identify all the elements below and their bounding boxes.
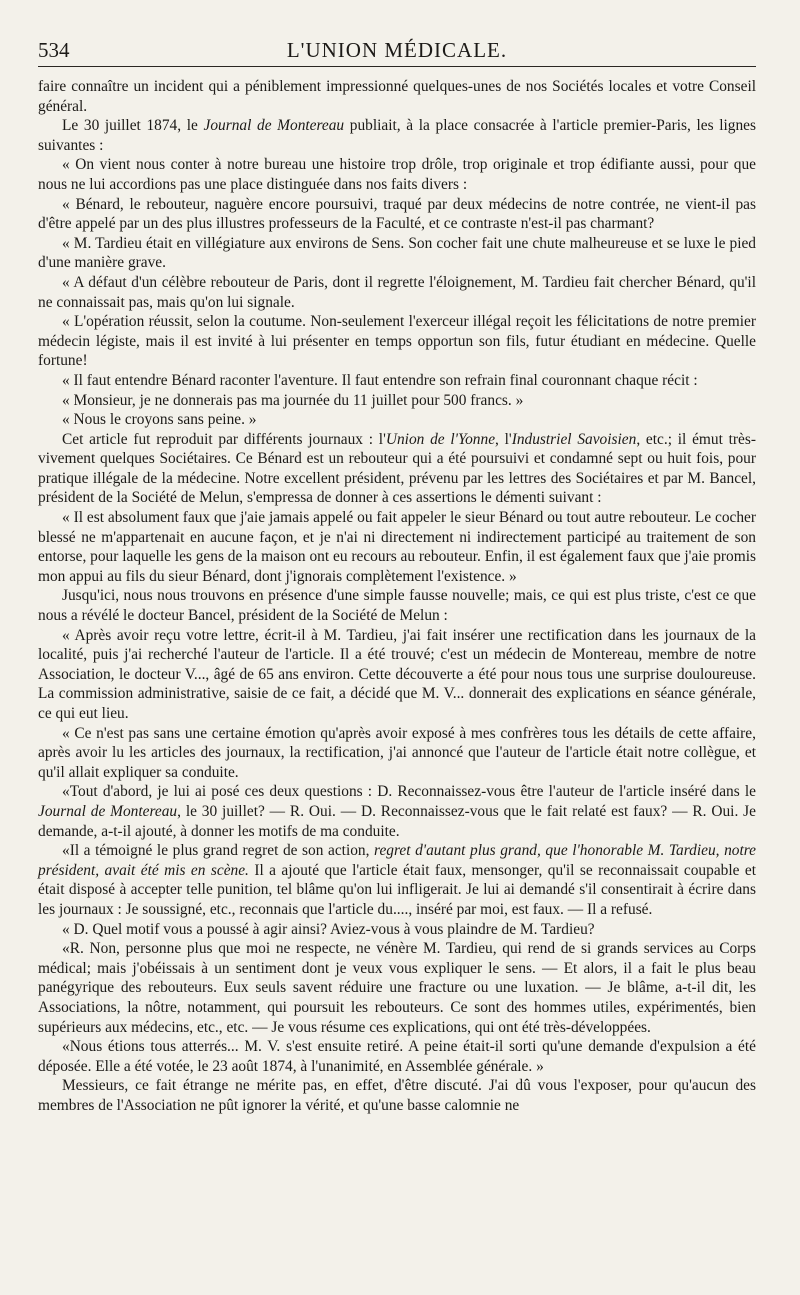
paragraph [38,155,756,194]
paragraph-text: « M. Tardieu était en villégiature aux environs de Sens. Son cocher fait une chute malheureuse et se luxe le pied d'une manière grave. [38,234,756,272]
paragraph [38,371,756,391]
paragraph [38,586,756,625]
paragraph [38,724,756,783]
paragraph [38,920,756,940]
paragraph-text: « Après avoir reçu votre lettre, écrit-il à M. Tardieu, j'ai fait insérer une rectification dans les journaux de la localité, puis j'ai recherché l'auteur de l'article. Il a été trouvé; c'est un médecin de Montereau, membre de notre Association, le docteur V..., âgé de 65 ans environ. Cette découverte a été pour nous tous une surprise douloureuse. La commission administrative, saisie de ce fait, a décidé que M. V... donnerait des explications en séance générale, ce qui eut lieu. [38,626,756,722]
paragraph-text: «Tout d'abord, je lui ai posé ces deux questions : D. Reconnaissez-vous être l'auteur de l'article inséré dans le [62,783,756,801]
paragraph-text: « Nous le croyons sans peine. » [62,411,257,429]
paragraph-text: Messieurs, ce fait étrange ne mérite pas, en effet, d'être discuté. J'ai dû vous l'exposer, pour qu'aucun des membres de l'Association ne pût ignorer la vérité, et qu'une basse calomnie ne [38,1077,756,1114]
paragraph-text: «Il a témoigné le plus grand regret de son action, [62,842,375,860]
paragraph [38,77,756,116]
paragraph [38,391,756,411]
paragraph-text: , l' [495,430,512,448]
page-number: 534 [38,38,70,62]
paragraph-text: « Monsieur, je ne donnerais pas ma journée du 11 juillet pour 500 francs. » [62,391,524,409]
paragraph-text: « Il est absolument faux que j'aie jamais appelé ou fait appeler le sieur Bénard ou tout autre rebouteur. Le cocher blessé ne m'appartenait en aucune façon, et je n'ai ni directement ni indirectement participé au traitement de son entorse, pour laquelle les gens de la maison ont eu recours au rebouteur. Enfin, il est également faux que j'aie promis mon appui au fils du sieur Bénard, dont j'ignorais complètement l'existence. » [38,509,756,585]
paragraph-text: « A défaut d'un célèbre rebouteur de Paris, dont il regrette l'éloignement, M. Tardieu fait chercher Bénard, qu'il ne connaissait pas, mais qu'on lui signale. [38,273,756,311]
paragraph-text: Cet article fut reproduit par différents journaux : l' [62,430,386,448]
article-body [38,77,756,1115]
paragraph-text: «R. Non, personne plus que moi ne respecte, ne vénère M. Tardieu, qui rend de si grands services au Corps médical; mais j'obéissais à un sentiment dont je veux vous expliquer le sens. — Et alors, il a fait le plus beau panégyrique des rebouteurs. Eux seuls savent réduire une fracture ou une luxation. — Je blâme, a-t-il dit, les Associations, la nôtre, notamment, qui poursuit les rebouteurs. Ce sont des hommes utiles, expérimentés, bien supérieurs aux médecins, etc., etc. — Je vous résume ces explications, qui ont été très-développées. [38,940,756,1036]
italic-text: Journal de Montereau [38,802,178,820]
paragraph-text: Jusqu'ici, nous nous trouvons en présence d'une simple fausse nouvelle; mais, ce qui est plus triste, c'est ce que nous a révélé le docteur Bancel, président de la Société de Melun : [38,587,756,625]
paragraph-text: , le 30 juillet? — R. Oui. — D. Reconnaissez-vous que le fait relaté est faux? — R. Oui. Je demande, a-t-il ajouté, à donner les motifs de ma conduite. [38,802,757,840]
italic-text: Industriel Savoisien [511,430,637,448]
paragraph [38,626,756,724]
paragraph [38,234,756,273]
paragraph [38,195,756,234]
paragraph [38,410,756,430]
italic-text: Union de l'Yonne [385,430,496,448]
paragraph [38,1076,756,1115]
italic-text: regret d'autant plus grand, que l'honorable M. Tardieu, notre président, avait été mis en scène. [38,842,756,879]
paragraph [38,1037,756,1076]
paragraph-text: Il a ajouté que l'article était faux, mensonger, qu'il se reconnaissait coupable et était disposé à accepter telle punition, tel blâme qu'on lui infligerait. Je lui ai demandé s'il consentirait à écrire dans les journaux : Je soussigné, etc., reconnais que l'article du...., inséré par moi, est faux. — Il a refusé. [38,861,756,918]
paragraph [38,273,756,312]
paragraph-text: « L'opération réussit, selon la coutume. Non-seulement l'exerceur illégal reçoit les félicitations de notre premier médecin légiste, mais il est invité à lui présenter en temps opportun son fils, futur étudiant en médecine. Quelle fortune! [38,313,756,370]
paragraph [38,430,756,508]
paragraph [38,841,756,919]
paragraph [38,508,756,586]
italic-text: Journal de Montereau [203,117,345,135]
paragraph-text: , etc.; il émut très-vivement quelques Sociétaires. Ce Bénard est un rebouteur qui a été poursuivi et condamné sept ou huit fois, pour pratique illégale de la médecine. Notre excellent président, prévenu par les lettres des Sociétaires et par M. Bancel, président de la Société de Melun, s'empressa de donner à ces assertions le démenti suivant : [38,430,756,507]
paragraph-text: « Bénard, le rebouteur, naguère encore poursuivi, traqué par deux médecins de notre contrée, ne vient-il pas d'être appelé par un des plus illustres professeurs de la Faculté, et ce contraste n'est-il pas charmant? [38,195,756,233]
paragraph [38,939,756,1037]
paragraph-text: « Il faut entendre Bénard raconter l'aventure. Il faut entendre son refrain final couronnant chaque récit : [62,371,698,389]
paragraph-text: faire connaître un incident qui a péniblement impressionné quelques-unes de nos Sociétés locales et votre Conseil général. [38,78,756,115]
paragraph-text: « On vient nous conter à notre bureau une histoire trop drôle, trop originale et trop édifiante aussi, pour que nous ne lui accordions pas une place distinguée dans nos faits divers : [38,156,756,193]
paragraph [38,116,756,155]
paragraph-text: publiait, à la place consacrée à l'article premier-Paris, les lignes suivantes : [38,117,756,154]
running-title: L'UNION MÉDICALE. [286,38,508,62]
page-header [38,38,756,67]
paragraph [38,782,756,841]
paragraph-text: Le 30 juillet 1874, le [62,117,204,135]
paragraph [38,312,756,371]
paragraph-text: «Nous étions tous atterrés... M. V. s'est ensuite retiré. A peine était-il sorti qu'une demande d'expulsion a été déposée. Elle a été votée, le 23 août 1874, à l'unanimité, en Assemblée générale. » [38,1038,756,1075]
paragraph-text: « D. Quel motif vous a poussé à agir ainsi? Aviez-vous à vous plaindre de M. Tardieu? [62,920,595,938]
paragraph-text: « Ce n'est pas sans une certaine émotion qu'après avoir exposé à mes confrères tous les détails de cette affaire, après avoir lu les articles des journaux, la rectification, j'ai annoncé que l'auteur de l'article était notre collègue, et qu'il allait expliquer sa conduite. [38,724,756,781]
